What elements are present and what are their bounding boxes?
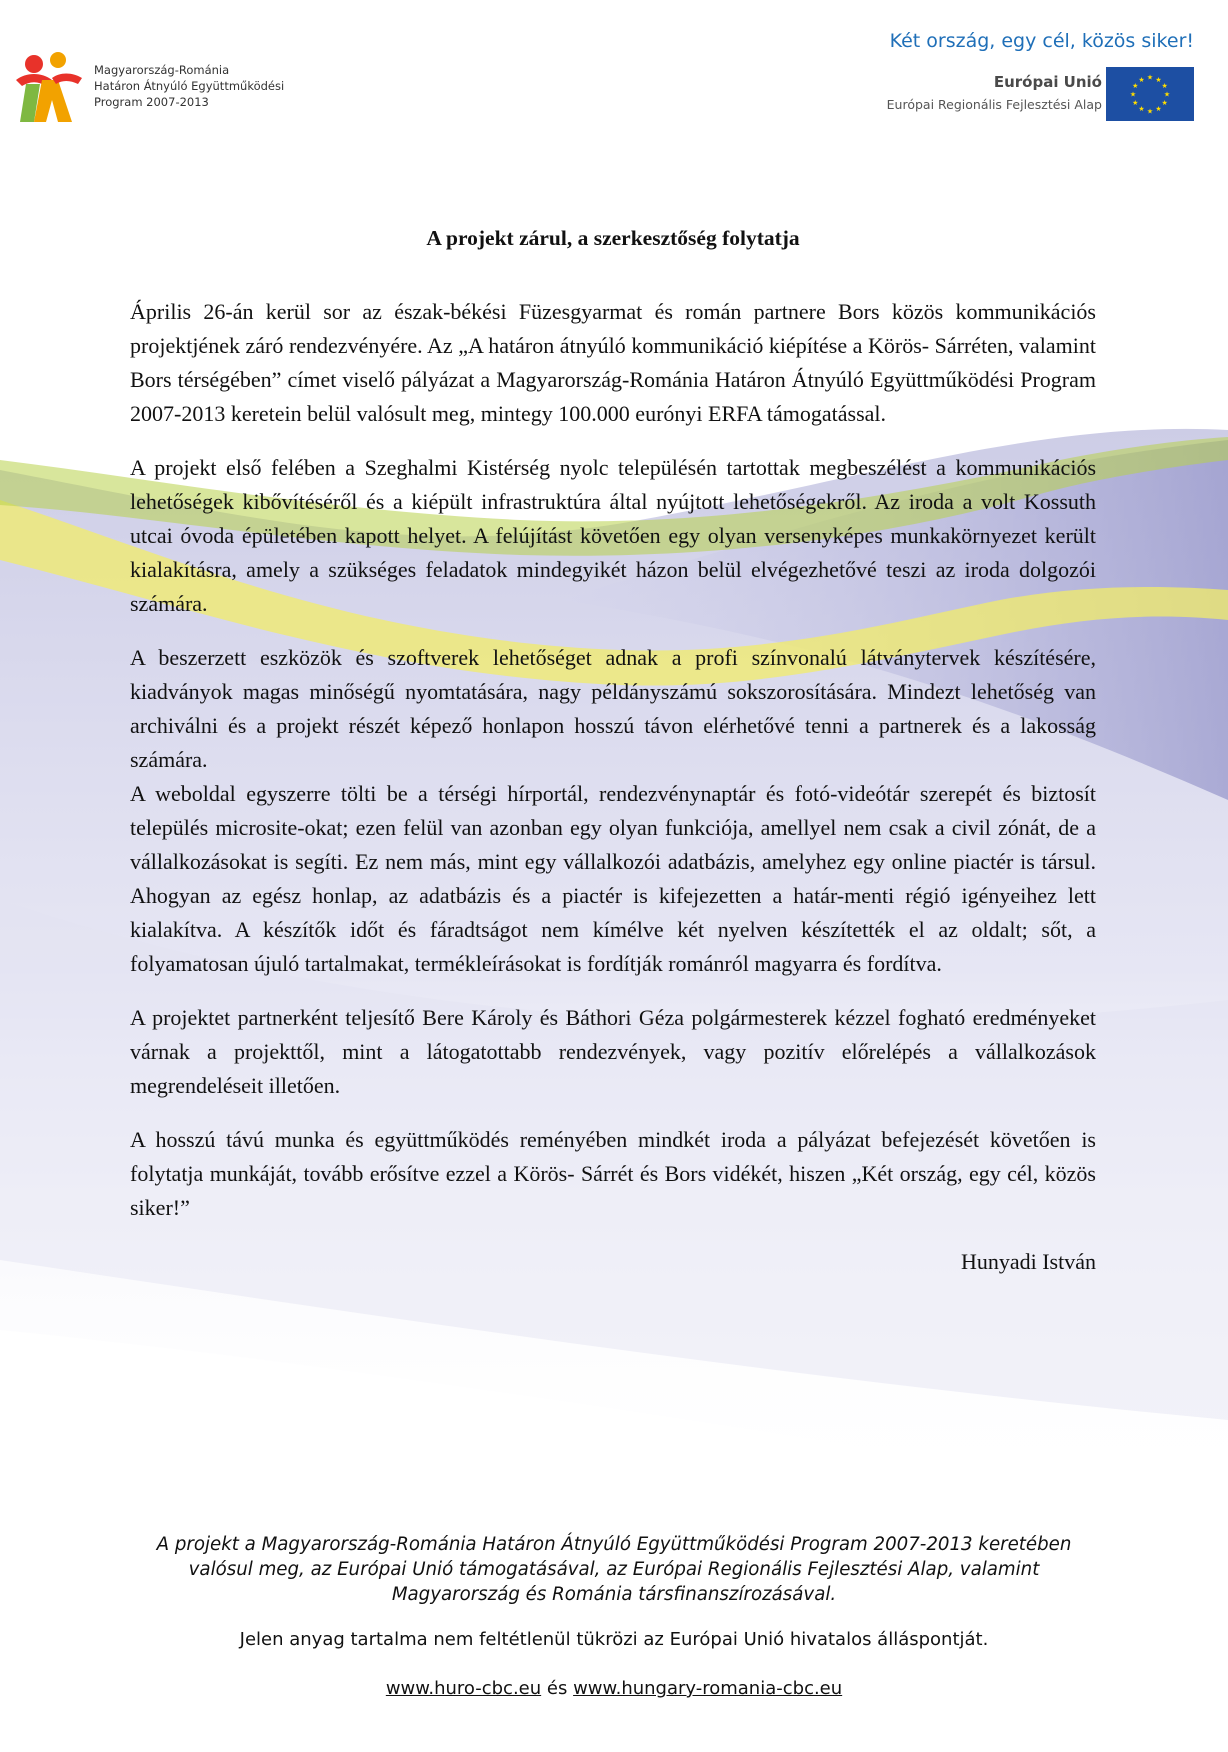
program-line-3: Program 2007-2013 xyxy=(94,95,209,109)
paragraph-5: A projektet partnerként teljesítő Bere Károly és Báthori Géza polgármesterek kézzel fogható eredményeket várnak a projekttől, mint a látogatottabb rendezvények, vagy pozitív előrelépés a vállalkozások megrendeléseit illetően. xyxy=(130,1005,1096,1098)
eu-star-icon: ★ xyxy=(1146,107,1154,116)
author-signature: Hunyadi István xyxy=(960,1249,1096,1274)
page-footer xyxy=(0,1532,1228,1699)
slogan: Két ország, egy cél, közös siker! xyxy=(889,30,1194,52)
eu-star-icon: ★ xyxy=(1161,99,1168,107)
huro-cbc-link[interactable]: www.huro-cbc.eu xyxy=(385,1678,542,1699)
eu-subtitle: Európai Regionális Fejlesztési Alap xyxy=(886,97,1102,112)
eu-star-icon: ★ xyxy=(1161,82,1168,90)
eu-text xyxy=(887,73,1102,112)
eu-star-icon: ★ xyxy=(1132,82,1139,90)
eu-star-icon: ★ xyxy=(1146,73,1154,82)
eu-star-icon: ★ xyxy=(1155,105,1162,114)
paragraph-4: A weboldal egyszerre tölti be a térségi hírportál, rendezvénynaptár és fotó-videótár szerepét és biztosít település microsite-okat; ezen felül van azonban egy olyan funkciója, amellyel nem csak a civil zónát, de a vállalkozásokat is segíti. Ez nem más, mint egy vállalkozói adatbázis, amelyhez egy online piactér is társul. Ahogyan az egész honlap, az adatbázis és a piactér is kifejezetten a határ-menti régió igényeihez lett kialakítva. A készítők időt és fáradtságot nem kímélve két nyelven készítették el az oldalt; sőt, a folyamatosan újuló tartalmakat, termékleírásokat is fordítják románról magyarra és fordítva. xyxy=(130,781,1096,976)
eu-star-icon: ★ xyxy=(1163,90,1171,99)
hungary-romania-cbc-link[interactable]: www.hungary-romania-cbc.eu xyxy=(573,1678,843,1699)
eu-star-icon: ★ xyxy=(1138,105,1145,114)
program-line-1: Magyarország-Románia xyxy=(94,63,230,77)
page-header xyxy=(0,0,1228,140)
paragraph-2: A projekt első felében a Szeghalmi Kistérség nyolc településén tartottak megbeszélést a kommunikációs lehetőségek kibővítéséről és a kiépült infrastruktúra által nyújtott lehetőségekről. Az iroda a volt Kossuth utcai óvoda épületében kapott helyet. A felújítást követően egy olyan versenyképes munkakörnyezet került kialakításra, amely a szükséges feladatok mindegyikét házon belül elvégezhetővé teszi az iroda dolgozói számára. xyxy=(130,455,1096,616)
article xyxy=(130,226,1096,1279)
program-logo-icon xyxy=(12,50,86,124)
funding-statement: A projekt a Magyarország-Románia Határon Átnyúló Együttműködési Program 2007-2013 keretében valósul meg, az Európai Unió támogatásával, az Európai Regionális Fejlesztési Alap, valamint Magyarország és Románia társfinanszírozásával. xyxy=(156,1534,1072,1605)
program-name xyxy=(94,62,284,110)
links-separator: és xyxy=(546,1678,568,1699)
paragraph-6: A hosszú távú munka és együttműködés reményében mindkét iroda a pályázat befejezését követően is folytatja munkáját, tovább erősítve ezzel a Körös- Sárrét és Bors vidékét, hiszen „Két ország, egy cél, közös siker!” xyxy=(130,1127,1096,1220)
eu-title: Európai Unió xyxy=(993,73,1102,91)
eu-star-icon: ★ xyxy=(1129,90,1137,99)
eu-star-icon: ★ xyxy=(1155,75,1162,84)
paragraph-1: Április 26-án kerül sor az észak-békési Füzesgyarmat és román partnere Bors közös kommunikációs projektjének záró rendezvényére. Az „A határon átnyúló kommunikáció kiépítése a Körös- Sárréten, valamint Bors térségében” címet viselő pályázat a Magyarország-Románia Határon Átnyúló Együttműködési Program 2007-2013 keretein belül valósult meg, mintegy 100.000 eurónyi ERFA támogatással. xyxy=(130,299,1096,426)
paragraph-3: A beszerzett eszközök és szoftverek lehetőséget adnak a profi színvonalú látványtervek készítésére, kiadványok magas minőségű nyomtatására, nagy példányszámú sokszorosítására. Mindezt lehetőség van archiválni és a projekt részét képező honlapon hosszú távon elérhetővé tenni a partnerek és a lakosság számára. xyxy=(130,645,1096,772)
footer-links xyxy=(0,1678,1228,1699)
eu-flag-icon xyxy=(1106,67,1194,121)
disclaimer: Jelen anyag tartalma nem feltétlenül tükrözi az Európai Unió hivatalos álláspontját. xyxy=(239,1629,989,1650)
eu-star-icon: ★ xyxy=(1132,99,1139,107)
article-title: A projekt zárul, a szerkesztőség folytatja xyxy=(426,226,800,250)
eu-star-icon: ★ xyxy=(1138,75,1145,84)
program-line-2: Határon Átnyúló Együttműködési xyxy=(94,79,285,93)
